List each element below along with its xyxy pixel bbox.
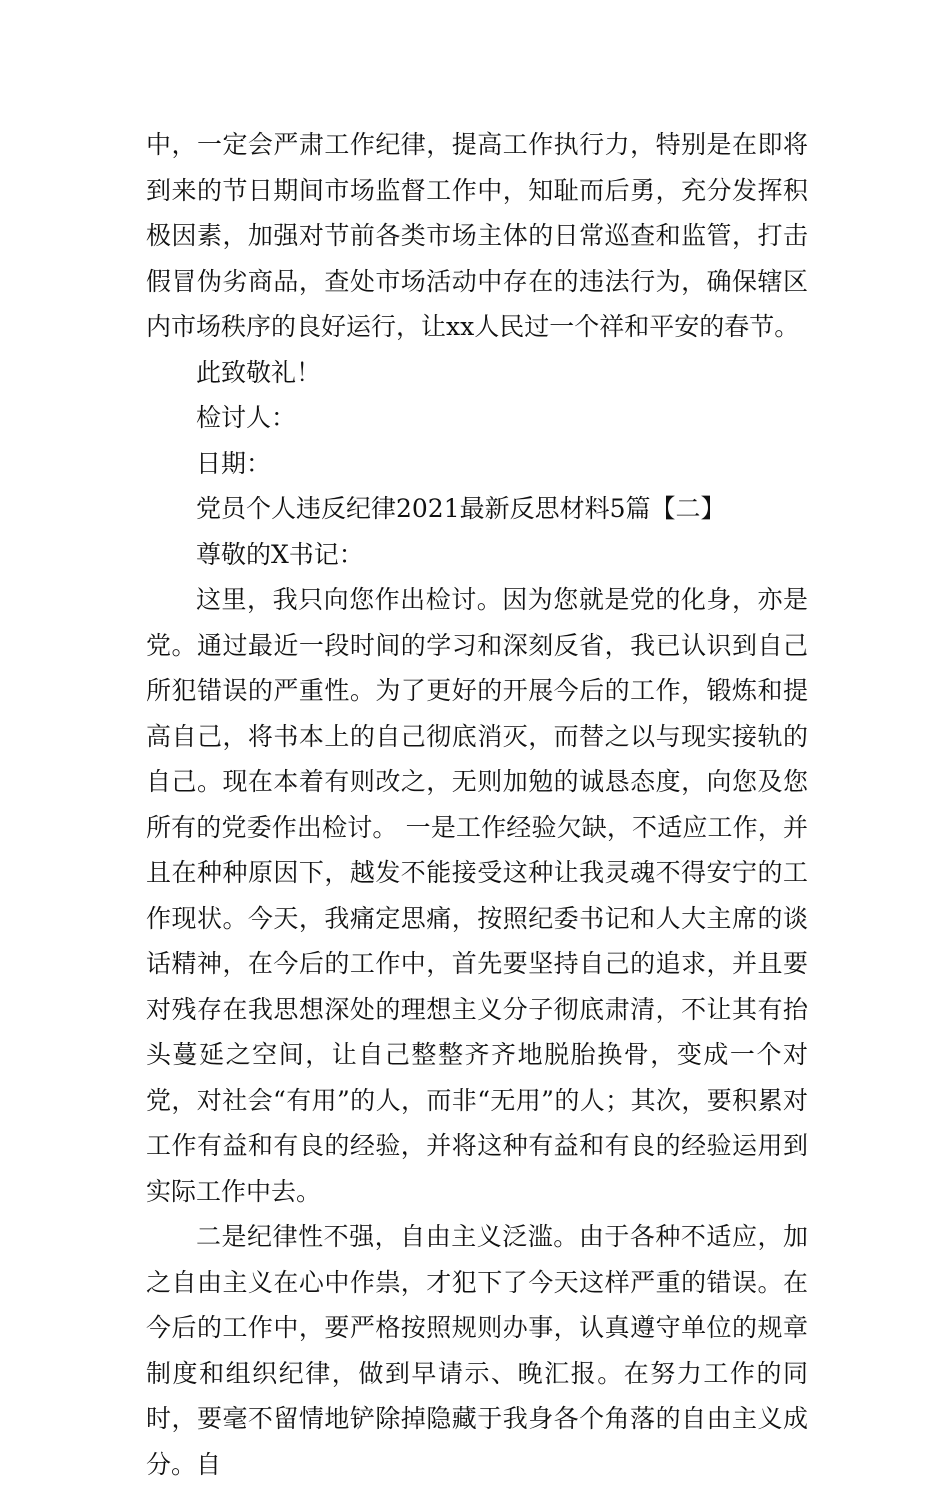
paragraph-body-2: 二是纪律性不强，自由主义泛滥。由于各种不适应，加之自由主义在心中作祟，才犯下了今天这样严重的错误。在今后的工作中，要严格按照规则办事，认真遵守单位的规章制度和组织纪律，做到早请示、晚汇报。在努力工作的同时，要毫不留情地铲除掉隐藏于我身各个角落的自由主义成分。自 — [146, 1222, 808, 1479]
signer-label: 检讨人： — [196, 403, 297, 432]
section-title: 党员个人违反纪律2021最新反思材料5篇【二】 — [196, 494, 726, 523]
paragraph-body-1: 这里，我只向您作出检讨。因为您就是党的化身，亦是党。通过最近一段时间的学习和深刻反省，我已认识到自己所犯错误的严重性。为了更好的开展今后的工作，锻炼和提高自己，将书本上的自己彻底消灭，而替之以与现实接轨的自己。现在本着有则改之，无则加勉的诚恳态度，向您及您所有的党委作出检讨。 一是工作经验欠缺，不适应工作，并且在种种原因下，越发不能接受这种让我灵魂不得安宁的工作现状。今天，我痛定思痛，按照纪委书记和人大主席的谈话精神，在今后的工作中，首先要坚持自己的追求，并且要对残存在我思想深处的理想主义分子彻底肃清，不让其有抬头蔓延之空间，让自己整整齐齐地脱胎换骨，变成一个对党，对社会“有用”的人，而非“无用”的人；其次，要积累对工作有益和有良的经验，并将这种有益和有良的经验运用到实际工作中去。 — [146, 585, 808, 1206]
letter-greeting: 尊敬的X书记： — [196, 539, 364, 569]
closing-salutation: 此致敬礼！ — [196, 357, 322, 387]
document-body — [146, 122, 808, 1487]
date-label: 日期： — [196, 448, 272, 478]
paragraph-continuation: 中，一定会严肃工作纪律，提高工作执行力，特别是在即将到来的节日期间市场监督工作中，知耻而后勇，充分发挥积极因素，加强对节前各类市场主体的日常巡查和监管，打击假冒伪劣商品，查处市场活动中存在的违法行为，确保辖区内市场秩序的良好运行，让xx人民过一个祥和平安的春节。 — [146, 130, 808, 341]
